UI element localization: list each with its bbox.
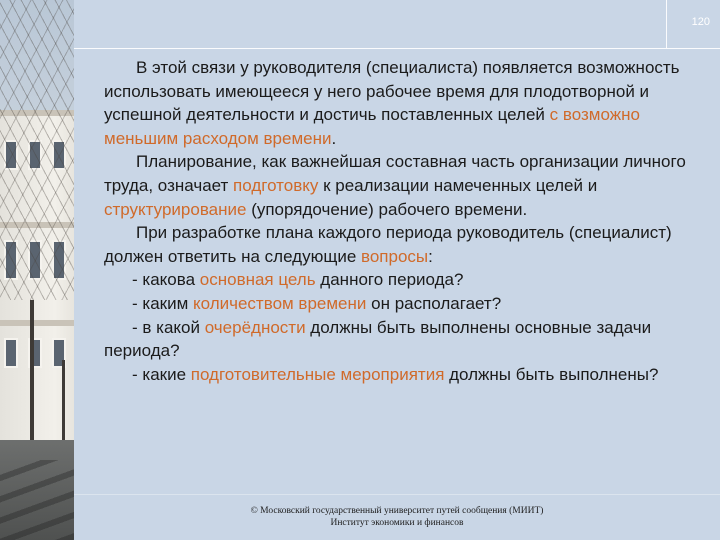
- text-segment: - какие: [132, 364, 191, 384]
- highlighted-term: структурирование: [104, 199, 247, 219]
- text-segment: При разработке плана каждого периода руководитель (специалист) должен ответить на следующие: [104, 223, 672, 266]
- slide-body-text: [104, 56, 704, 386]
- footer: [74, 505, 720, 529]
- paragraph: [104, 268, 704, 292]
- text-segment: должны быть выполнены?: [444, 364, 659, 384]
- page-number-divider: [666, 0, 667, 48]
- text-segment: .: [331, 128, 337, 148]
- text-segment: к реализации намеченных целей и: [318, 175, 598, 195]
- paragraph: [104, 56, 704, 150]
- highlighted-term: основная цель: [199, 270, 316, 290]
- text-segment: - какова: [132, 270, 200, 290]
- highlighted-term: количеством времени: [193, 293, 367, 313]
- highlighted-term: подготовительные мероприятия: [190, 364, 445, 384]
- text-segment: Планирование, как важнейшая составная часть организации личного труда, означает: [104, 152, 686, 195]
- text-segment: он располагает?: [366, 293, 502, 313]
- text-segment: (упорядочение) рабочего времени.: [246, 199, 528, 219]
- text-segment: - в какой: [132, 317, 205, 337]
- highlighted-term: с возможно меньшим расходом времени: [104, 105, 640, 148]
- text-segment: :: [428, 246, 433, 266]
- paragraph: [104, 292, 704, 316]
- paragraph: [104, 363, 704, 387]
- footer-institute: Институт экономики и финансов: [330, 518, 464, 528]
- footer-divider: [74, 494, 720, 495]
- highlighted-term: очерёдности: [204, 317, 306, 337]
- page-number: 120: [691, 16, 710, 28]
- text-segment: данного периода?: [315, 270, 464, 290]
- header-divider: [74, 48, 720, 49]
- paragraph: [104, 221, 704, 268]
- paragraph: [104, 150, 704, 221]
- text-segment: должны быть выполнены основные задачи периода?: [104, 317, 652, 361]
- highlighted-term: подготовку: [233, 175, 319, 195]
- footer-copyright: © Московский государственный университет путей сообщения (МИИТ): [250, 506, 544, 516]
- text-segment: - каким: [132, 293, 193, 313]
- highlighted-term: вопросы: [361, 246, 429, 266]
- text-segment: В этой связи у руководителя (специалиста) появляется возможность использовать имеющееся у него рабочее время для плодотворной и успешной деятельности и достичь поставленных целей: [104, 58, 680, 125]
- paragraph: [104, 316, 704, 363]
